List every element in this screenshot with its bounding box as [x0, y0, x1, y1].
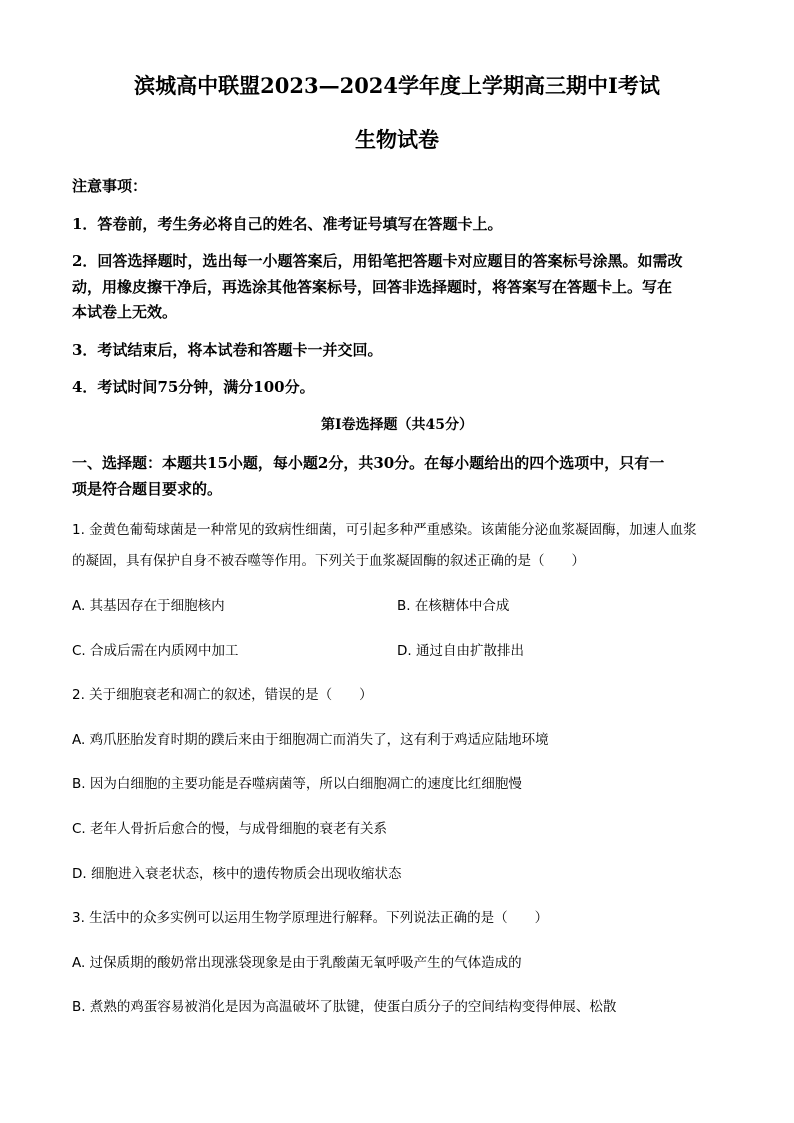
notice-item: 本试卷上无效。	[72, 303, 178, 321]
part-title: 第Ⅰ卷选择题（共45分）	[320, 417, 474, 433]
notice-item: 1．答卷前，考生务必将自己的姓名、准考证号填写在答题卡上。	[72, 215, 503, 233]
question-2-option-c: C. 老年人骨折后愈合的慢，与成骨细胞的衰老有关系	[72, 821, 388, 837]
question-2-option-a: A. 鸡爪胚胎发育时期的蹼后来由于细胞凋亡而消失了，这有利于鸡适应陆地环境	[72, 732, 549, 748]
question-1-option-b: B. 在核糖体中合成	[397, 598, 510, 614]
subject-title: 生物试卷	[355, 127, 439, 152]
question-2-option-d: D. 细胞进入衰老状态，核中的遗传物质会出现收缩状态	[72, 866, 402, 882]
notice-item: 4．考试时间75分钟，满分100分。	[72, 378, 315, 396]
notice-heading: 注意事项：	[72, 177, 148, 195]
notice-item: 动，用橡皮擦干净后，再选涂其他答案标号，回答非选择题时，将答案写在答题卡上。写在	[72, 278, 673, 296]
question-1-option-c: C. 合成后需在内质网中加工	[72, 643, 239, 659]
notice-item: 3．考试结束后，将本试卷和答题卡一并交回。	[72, 341, 383, 359]
question-2-stem: 2. 关于细胞衰老和凋亡的叙述，错误的是（ ）	[72, 687, 373, 703]
question-1-option-a: A. 其基因存在于细胞核内	[72, 598, 225, 614]
question-3-option-b: B. 煮熟的鸡蛋容易被消化是因为高温破坏了肽键，使蛋白质分子的空间结构变得伸展、松散	[72, 999, 617, 1015]
section-instruction: 一、选择题：本题共15小题，每小题2分，共30分。在每小题给出的四个选项中，只有一	[72, 454, 665, 472]
notice-item: 2．回答选择题时，选出每一小题答案后，用铅笔把答题卡对应题目的答案标号涂黑。如需改	[72, 252, 683, 270]
question-1-stem: 的凝固，具有保护自身不被吞噬等作用。下列关于血浆凝固酶的叙述正确的是（ ）	[72, 553, 585, 569]
question-1-stem: 1. 金黄色葡萄球菌是一种常见的致病性细菌，可引起多种严重感染。该菌能分泌血浆凝固酶，加速人血浆	[72, 522, 697, 538]
question-2-option-b: B. 因为白细胞的主要功能是吞噬病菌等，所以白细胞凋亡的速度比红细胞慢	[72, 776, 522, 792]
question-3-stem: 3. 生活中的众多实例可以运用生物学原理进行解释。下列说法正确的是（ ）	[72, 910, 549, 926]
exam-title: 滨城高中联盟2023—2024学年度上学期高三期中Ⅰ考试	[134, 73, 660, 98]
question-3-option-a: A. 过保质期的酸奶常出现涨袋现象是由于乳酸菌无氧呼吸产生的气体造成的	[72, 955, 522, 971]
section-instruction: 项是符合题目要求的。	[72, 480, 223, 498]
question-1-option-d: D. 通过自由扩散排出	[397, 643, 524, 659]
